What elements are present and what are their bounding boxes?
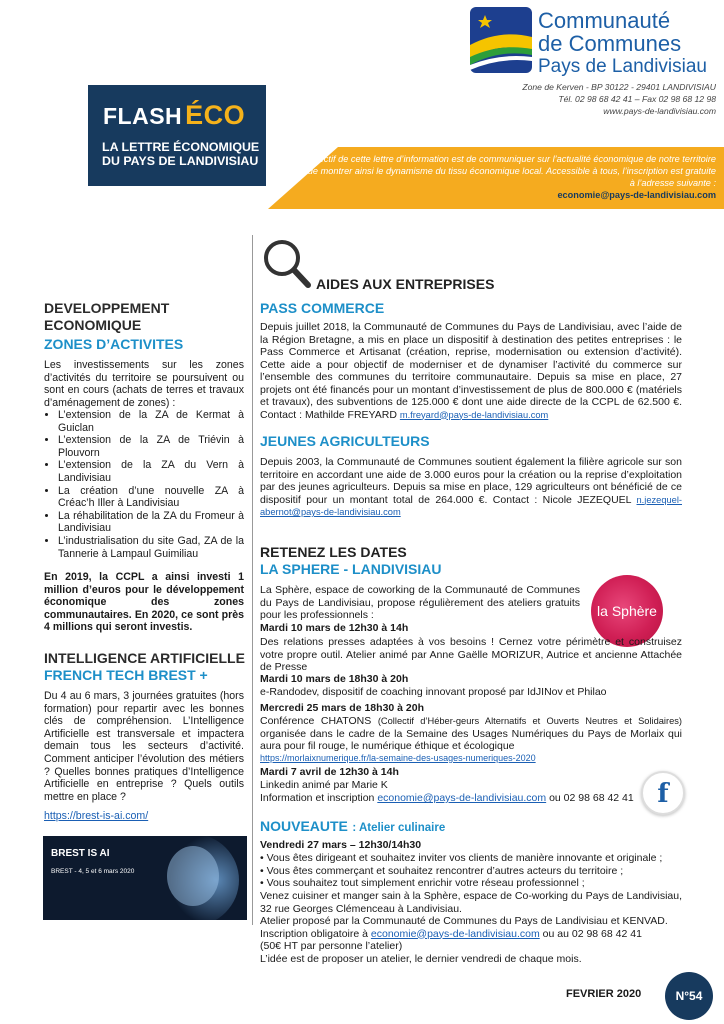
nouveaute-bullets — [260, 852, 682, 890]
list-item: • La création d’une nouvelle ZA à Créac’h Iller à Landivisiau — [58, 485, 244, 510]
zones-heading: ZONES D’ACTIVITES — [44, 336, 184, 352]
brest-image-title: BREST IS AI — [51, 848, 110, 859]
event-1-body: Des relations presses adaptées à vos besoins ! Cernez votre périmètre et construisez votre propre outil. Atelier animé par Anne Gaëlle MORIZUR, Autrice et ancienne Attachée de Presse — [260, 636, 682, 673]
event-2-date: Mardi 10 mars de 18h30 à 20h — [260, 673, 409, 685]
sphere-intro: La Sphère, espace de coworking de la Communauté de Communes du Pays de Landivisiau, propose régulièrement des ateliers gratuits pour les professionnels : — [260, 584, 580, 621]
ccpl-logo-text: Communauté de Communes Pays de Landivisiau — [538, 8, 707, 77]
info-email-link[interactable]: economie@pays-de-landivisiau.com — [377, 792, 547, 804]
dates-heading: RETENEZ LES DATES — [260, 544, 407, 560]
event-1-date: Mardi 10 mars de 12h30 à 14h — [260, 622, 409, 634]
column-divider — [252, 235, 253, 925]
nouveaute-date: Vendredi 27 mars – 12h30/14h30 — [260, 839, 422, 851]
list-item: • Vous êtes commerçant et souhaitez rencontrer d’autres acteurs du territoire ; — [260, 864, 624, 877]
info-inscription: Information et inscription economie@pays-de-landivisiau.com ou 02 98 68 42 41 — [260, 792, 634, 804]
nouveaute-heading: NOUVEAUTE : Atelier culinaire — [260, 818, 446, 834]
issue-number-badge: N°54 — [665, 972, 713, 1020]
pass-commerce-heading: PASS COMMERCE — [260, 300, 385, 316]
nouveaute-email-link[interactable]: economie@pays-de-landivisiau.com — [370, 927, 540, 940]
list-item: • L’extension de la ZA de Kermat à Guiclan — [58, 409, 244, 434]
sphere-heading: LA SPHERE - LANDIVISIAU — [260, 561, 442, 577]
facebook-icon[interactable]: f — [641, 771, 685, 815]
dev-eco-heading: DEVELOPPEMENT ECONOMIQUE — [44, 300, 170, 333]
ia-heading: INTELLIGENCE ARTIFICIELLE — [44, 650, 245, 666]
event-3-date: Mercredi 25 mars de 18h30 à 20h — [260, 702, 425, 714]
brest-is-ai-image — [43, 836, 247, 920]
jeunes-agriculteurs-heading: JEUNES AGRICULTEURS — [260, 433, 430, 449]
flash-eco-title: FLASH ÉCO — [103, 100, 246, 130]
magnifier-icon — [262, 238, 312, 290]
zones-intro: Les investissements sur les zones d’activités du territoire se poursuivent ou sont en cours (achats de terres et travaux d’aménagement de zones) : — [44, 359, 244, 409]
website-link[interactable]: www.pays-de-landivisiau.com — [603, 106, 716, 116]
aides-heading: AIDES AUX ENTREPRISES — [316, 276, 495, 292]
list-item: • L’extension de la ZA de Triévin à Plouvorn — [58, 434, 244, 459]
list-item: • Vous souhaitez tout simplement enrichir votre réseau professionnel ; — [260, 877, 585, 889]
ia-body: Du 4 au 6 mars, 3 journées gratuites (hors formation) pour repartir avec les bonnes clés de compréhension. L’Intelligence Artificielle est transversale et impactera demain tous les secteurs d’activité. Comment anticiper l’évolution des métiers ? Quelles bonnes pratiques d’Intelligence Artificielle en entreprise ? Quels outils mettre en place ? — [44, 690, 244, 803]
nouveaute-body: Venez cuisiner et manger sain à la Sphère, espace de Co-working du Pays de Landivisiau, 32 rue Georges Clémenceau à Landivisiau. Atelier proposé par la Communauté de Communes du Pays de Landivisiau et KENVAD. Inscription obligatoire à economie@pays-de-landivisiau.com ou au 02 98 68 42 41 (50€ HT par personne l’atelier) L’idée est de proposer un atelier, le dernier vendredi de chaque mois. — [260, 890, 682, 965]
brest-ai-link[interactable]: https://brest-is-ai.com/ — [44, 810, 149, 822]
list-item: • L’extension de la ZA du Vern à Landivisiau — [58, 459, 244, 484]
intro-email-link[interactable]: economie@pays-de-landivisiau.com — [557, 190, 716, 200]
list-item: • La réhabilitation de la ZA du Fromeur à Landivisiau — [58, 510, 244, 535]
event-2-body: e-Randodev, dispositif de coaching innovant proposé par IdJINov et Philao — [260, 686, 607, 698]
event-4-date: Mardi 7 avril de 12h30 à 14h — [260, 766, 399, 778]
la-sphere-logo: la Sphère — [591, 575, 663, 647]
ccpl-logo-icon — [470, 7, 532, 73]
freyard-email-link[interactable]: m.freyard@pays-de-landivisiau.com — [399, 409, 549, 420]
flash-eco-subtitle: LA LETTRE ÉCONOMIQUE DU PAYS DE LANDIVISIAU — [102, 140, 260, 168]
event-3-body: Conférence CHATONS (Collectif d’Héber-geurs Alternatifs et Ouverts Neutres et Solidaires) organisée dans le cadre de la Semaine des Usages Numériques du Pays de Morlaix qui aura pour fil rouge, le numérique éthique et écologique — [260, 715, 682, 752]
issue-date: FEVRIER 2020 — [566, 988, 642, 1000]
list-item: • Vous êtes dirigeant et souhaitez inviter vos clients de manière innovante et originale ; — [260, 852, 663, 864]
zones-conclusion: En 2019, la CCPL a ainsi investi 1 million d’euros pour le développement économique des zones communautaires. En 2020, ce sont près 4 millions qui seront investis. — [44, 571, 244, 634]
brest-image-subtitle: BREST - 4, 5 et 6 mars 2020 — [51, 868, 135, 875]
zones-list — [44, 409, 244, 560]
jezequel-email-link[interactable]: n.jezequel-abernot@pays-de-landivisiau.com — [260, 494, 682, 517]
ia-subheading: FRENCH TECH BREST + — [44, 667, 208, 683]
contact-address: Zone de Kerven - BP 30122 - 29401 LANDIVISIAU Tél. 02 98 68 42 41 – Fax 02 98 68 12 98 www.pays-de-landivisiau.com — [522, 82, 716, 116]
event-4-body: Linkedin animé par Marie K — [260, 779, 388, 791]
morlaix-numerique-link[interactable]: https://morlaixnumerique.fr/la-semaine-des-usages-numeriques-2020 — [260, 753, 536, 763]
intro-text: L’objectif de cette lettre d’information est de communiquer sur l’actualité économique de notre territoire et de montrer ainsi le dynamisme du tissu économique local. Accessible à tous, l’inscription est gratuite à l’adresse suivante : economie@pays-de-landivisiau.com — [297, 154, 716, 200]
jeunes-agriculteurs-body: Depuis 2003, la Communauté de Communes soutient également la filière agricole sur son territoire en accordant une aide de 3.000 euros pour la création ou la reprise d’exploitation par des jeunes agriculteurs. Depuis sa mise en place, 129 agriculteurs ont bénéficié de ce dispositif pour un montant total de 264.000 €. Contact : Nicole JEZEQUEL n.jezequel-abernot@pays-de-landivisiau.com — [260, 456, 682, 517]
pass-commerce-body: Depuis juillet 2018, la Communauté de Communes du Pays de Landivisiau, avec l’aide de la Région Bretagne, a mis en place un dispositif à destination des petites entreprises : le Pass Commerce et Artisanat (création, reprise, modernisation ou extension d’activité). Cette aide a pour objectif de moderniser et de dynamiser l’activité du commerce sur l’ensemble des communes du territoire communautaire. Depuis sa mise en place, 27 projets ont été financés pour un montant d’investissement de plus de 800.000 € (matériels et travaux), des subventions de 125.000 € dont une aide directe de la CCPL de 62.500 €. Contact : Mathilde FREYARD m.freyard@pays-de-landivisiau.com — [260, 321, 682, 421]
list-item: • L’industrialisation du site Gad, ZA de la Tannerie à Lampaul Guimiliau — [58, 535, 244, 560]
